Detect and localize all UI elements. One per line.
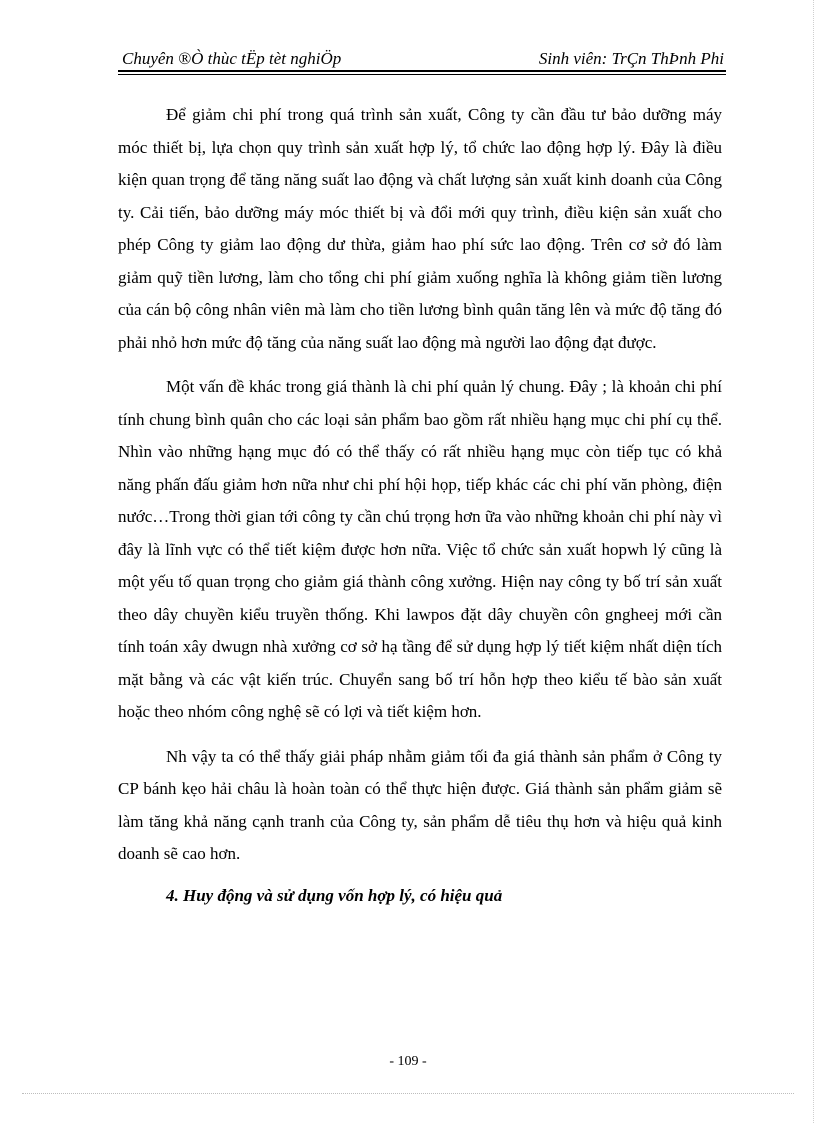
right-edge-dotted-line — [813, 0, 814, 1123]
footer-dotted-line — [22, 1093, 794, 1094]
header-author: Sinh viên: TrÇn ThÞnh Phi — [538, 49, 724, 68]
header-title: Chuyên ®Ò thùc tËp tèt nghiÖp — [122, 49, 342, 68]
header-rule-thick — [118, 70, 726, 72]
page-number: - 109 - — [389, 1054, 427, 1069]
body-text — [118, 99, 722, 911]
header-rule-thin — [118, 74, 726, 75]
running-header — [118, 48, 726, 70]
paragraph-conclusion: Nh vậy ta có thể thấy giải pháp nhằm giảm tối đa giá thành sản phẩm ở Công ty CP bánh kẹo hải châu là hoàn toàn có thể thực hiện được. Giá thành sản phẩm giảm sẽ làm tăng khả năng cạnh tranh của Công ty, sản phẩm dễ tiêu thụ hơn và hiệu quả kinh doanh sẽ cao hơn. — [118, 746, 722, 863]
section-heading: 4. Huy động và sử dụng vốn hợp lý, có hiệu quả — [166, 885, 503, 905]
paragraph-cost-reduction: Để giảm chi phí trong quá trình sản xuất, Công ty cần đầu tư bảo dưỡng máy móc thiết bị, lựa chọn quy trình sản xuất hợp lý, tổ chức lao động hợp lý. Đây là điều kiện quan trọng để tăng năng suất lao động và chất lượng sản xuất kinh doanh của Công ty. Cải tiến, bảo dưỡng máy móc thiết bị và đổi mới quy trình, điều kiện sản xuất cho phép Công ty giảm lao động dư thừa, giảm hao phí sức lao động. Trên cơ sở đó làm giảm quỹ tiền lương, làm cho tổng chi phí giảm xuống nghĩa là không giảm tiền lương của cán bộ công nhân viên mà làm cho tiền lương bình quân tăng lên và mức độ tăng đó phải nhỏ hơn mức độ tăng của năng suất lao động mà người lao động đạt được. — [118, 105, 722, 352]
paragraph-management-cost: Một vấn đề khác trong giá thành là chi phí quản lý chung. Đây ; là khoản chi phí tính chung bình quân cho các loại sản phẩm bao gồm rất nhiều hạng mục chi phí cụ thể. Nhìn vào những hạng mục đó có thể thấy có rất nhiều hạng mục còn tiếp tục có khả năng phấn đấu giảm hơn nữa như chi phí hội họp, tiếp khác các chi phí văn phòng, điện nước…Trong thời gian tới công ty cần chú trọng hơn ữa vào những khoản chi phí này vì đây là lĩnh vực có thể tiết kiệm được hơn nữa. Việc tổ chức sản xuất hopwh lý cũng là một yếu tố quan trọng cho giảm giá thành công xưởng. Hiện nay công ty bố trí sản xuất theo dây chuyền kiểu truyền thống. Khi lawpos đặt dây chuyền côn gngheej mới cần tính toán xây dwugn nhà xưởng cơ sở hạ tầng để sử dụng hợp lý tiết kiệm nhất diện tích mặt bằng và các vật kiến trúc. Chuyển sang bố trí hỗn hợp theo kiểu tế bào sản xuất hoặc theo nhóm công nghệ sẽ có lợi và tiết kiệm hơn. — [118, 377, 722, 721]
